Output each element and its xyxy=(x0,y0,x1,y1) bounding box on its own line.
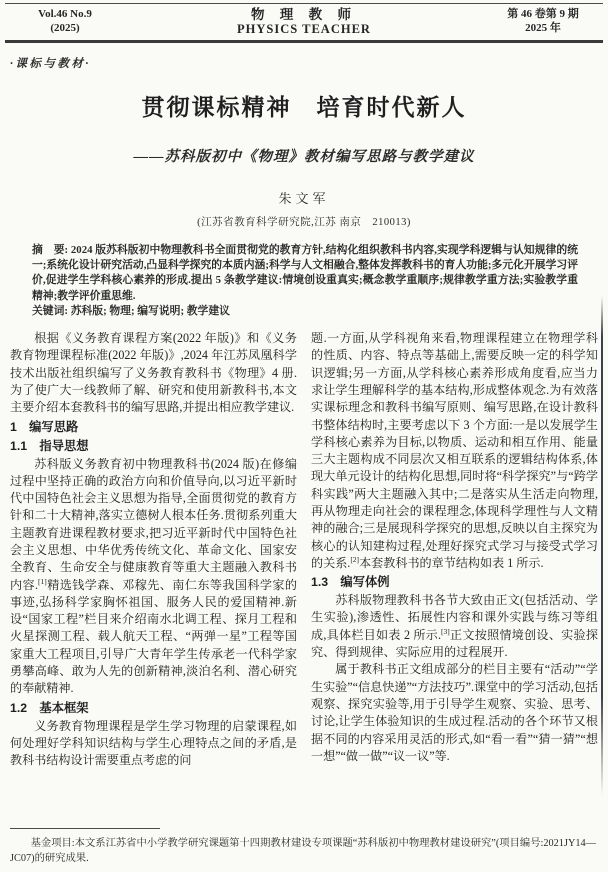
section-heading: 1 编写思路 xyxy=(10,419,79,434)
body-paragraph: 苏科版物理教科书各节大致由正文(包括活动、学生实验),渗透性、拓展性内容和课外实践与练习等组成,具体栏目如表 2 所示.[3]正文按照情境创设、实验探究、得到规律、实际应用的过程展开. xyxy=(311,593,598,660)
footnote-rule xyxy=(10,828,160,829)
header-top-rule xyxy=(5,3,603,4)
article-title: 贯彻课标精神 培育时代新人 xyxy=(141,94,467,120)
journal-name-chinese: 物 理 教 师 xyxy=(250,7,358,22)
keywords-label: 关键词: xyxy=(32,304,68,317)
volume-number: Vol.46 No.9 xyxy=(38,8,92,20)
issue-number: 第 46 卷第 9 期 xyxy=(507,8,579,20)
citation-ref: [2] xyxy=(350,554,360,564)
journal-name xyxy=(120,7,488,37)
section-heading: 1.3 编写体例 xyxy=(311,575,390,590)
abstract-label: 摘 要: xyxy=(32,244,69,256)
abstract-block xyxy=(32,243,578,319)
body-paragraph: 属于教科书正文组成部分的栏目主要有“活动”“学生实验”“信息快递”“方法技巧”.课堂中的学习活动,包括观察、探究实验等,用于引导学生观察、实验、思考、讨论,让学生体验知识的生成过程.活动的各个环节又根据不同的内容采用灵活的形式,如“看一看”“猜一猜”“想一想”“做一做”“议一议”等. xyxy=(311,662,598,763)
citation-ref: [3] xyxy=(441,626,450,636)
footnote-block xyxy=(10,828,596,866)
author-affiliation: (江苏省教育科学研究院,江苏 南京 210013) xyxy=(197,217,411,228)
author-name: 朱文军 xyxy=(278,191,330,206)
keywords-text: 苏科版; 物理; 编写说明; 教学建议 xyxy=(70,304,230,317)
journal-header xyxy=(10,7,598,37)
keywords-paragraph xyxy=(32,304,578,319)
section-heading: 1.1 指导思想 xyxy=(10,438,89,453)
volume-year: (2025) xyxy=(50,22,80,34)
section-heading: 1.2 基本框架 xyxy=(10,700,89,715)
right-column xyxy=(311,330,598,770)
citation-ref: [1] xyxy=(38,576,47,586)
journal-name-english: PHYSICS TEACHER xyxy=(237,22,371,36)
abstract-text: 2024 版苏科版初中物理教科书全面贯彻党的教育方针,结构化组织教科书内容,实现学科逻辑与认知规律的统一;系统化设计研究活动,凸显科学探究的本质内涵;科学与人文相融合,整体发挥教科书的育人功能;多元化开展学习评价,促进学生学科核心素养的形成.提出 5 条教学建议:情境创设重真实;概念教学重顺序;规律教学重方法;实验教学重精神;教学评价重思维. xyxy=(32,244,578,302)
body-paragraph: 根据《义务教育课程方案(2022 年版)》和《义务教育物理课程标准(2022 年版)》,2024 年江苏凤凰科学技术出版社组织编写了义务教育教科书《物理》4 册.为了使广大一线教师了解、研究和使用新教科书,本文主要介绍本套教科书的编写思路,并提出相应教学建议. xyxy=(10,331,297,415)
article-subtitle: ——苏科版初中《物理》教材编写思路与教学建议 xyxy=(133,149,475,165)
column-section-mark: ·课标与教材· xyxy=(10,58,91,70)
funding-note: 基金项目:本文系江苏省中小学教学研究课题第十四期教材建设专项课题“苏科版初中物理教材建设研究”(项目编号:2021JY14—JC07)的研究成果. xyxy=(10,838,596,864)
abstract-paragraph xyxy=(32,243,578,304)
scan-edge-artifact xyxy=(601,296,603,796)
body-paragraph: 苏科版义务教育初中物理教科书(2024 版)在修编过程中坚持正确的政治方向和价值导向,以习近平新时代中国特色社会主义思想为指导,全面贯彻党的教育方针和二十大精神,落实立德树人根本任务.贯彻系列重大主题教育进课程教材要求,把习近平新时代中国特色社会主义思想、中华优秀传统文化、革命文化、国家安全教育、生命安全与健康教育等重大主题融入教科书内容.[1]精选钱学森、邓稼先、南仁东等我国科学家的事迹,弘扬科学家胸怀祖国、服务人民的爱国精神.新设“国家工程”栏目来介绍南水北调工程、探月工程和火星探测工程、载人航天工程、“两弹一星”工程等国家重大工程项目,引导广大青年学生传承老一代科学家勇攀高峰、敢为人先的创新精神,淡泊名利、潜心研究的奉献精神. xyxy=(10,456,297,696)
header-issue xyxy=(488,7,598,35)
body-paragraph: 题.一方面,从学科视角来看,物理课程建立在物理学科的性质、内容、特点等基础上,需要反映一定的科学知识逻辑;另一方面,从学科核心素养形成角度看,应当力求让学生理解科学的基本结构,形成整体观念.为有效落实课标理念和教科书编写原则、编写思路,在设计教科书整体结构时,主要考虑以下 3 个方面:一是以发展学生学科核心素养为目标,以物质、运动和相互作用、能量三大主题构成不同层次又相互联系的逻辑结构体系,体现大单元设计的结构化思想,同时将“科学探究”与“跨学科实践”两大主题融入其中;二是落实从生活走向物理,再从物理走向社会的课程理念,体现科学理性与人文精神的融合;三是展现科学探究的思想,反映以自主探究为核心的认知建构过程,处理好探究式学习与接受式学习的关系.[2]本套教科书的章节结构如表 1 所示. xyxy=(311,331,598,570)
body-paragraph: 义务教育物理课程是学生学习物理的启蒙课程,如何处理好学科知识结构与学生心理特点之间的矛盾,是教科书结构设计需要重点考虑的问 xyxy=(10,718,297,768)
header-bottom-rule xyxy=(5,40,603,43)
left-column xyxy=(10,330,297,770)
header-volume xyxy=(10,7,120,35)
article-body xyxy=(10,330,598,770)
issue-year: 2025 年 xyxy=(525,22,561,34)
